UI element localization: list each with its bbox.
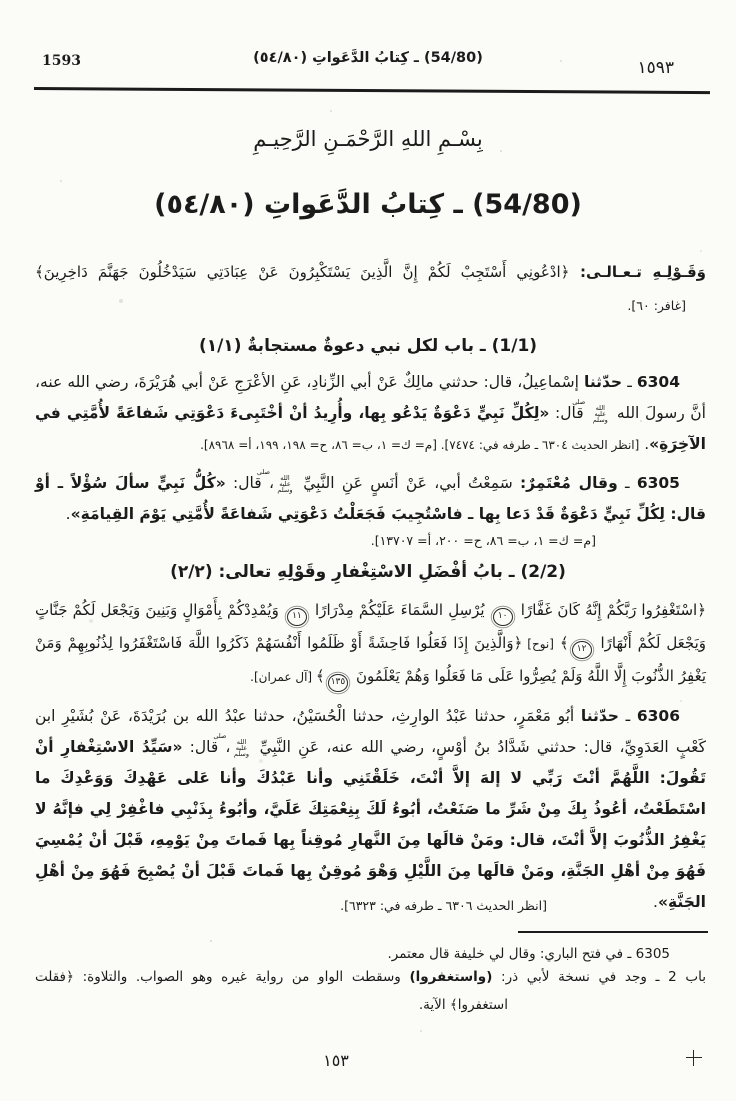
footnote-bab2-continuation: استغفروا﴾ الآية.	[418, 997, 508, 1013]
verse-citation-ghafir: [غافر: ٦٠].	[627, 298, 686, 313]
verse-number-medallion: ١٢	[572, 641, 592, 659]
quran-text-segment: يُرْسِلِ السَّمَاءَ عَلَيْكُمْ مِدْرَارًا	[309, 601, 490, 619]
hadith-6306-citation: [انظر الحديث ٦٣٠٦ ـ طرفه في: ٦٣٢٣].	[340, 898, 547, 913]
text-segment: .	[65, 505, 71, 523]
verse-number-medallion: ١٠	[493, 608, 513, 626]
text-segment: ـ	[622, 373, 637, 391]
footnote-bab2	[35, 964, 706, 990]
hadith-6304-paragraph	[35, 367, 706, 461]
text-segment: [نوح]	[522, 636, 554, 651]
book-title: (54/80) ـ كِتابُ الدَّعَواتِ (٥٤/٨٠)	[154, 189, 582, 220]
text-segment: [انظر الحديث ٦٣٠٤ ـ طرفه في: ٧٤٧٤]. [م= ك= ١، ب= ٨٦، ح= ١٩٨، ١٩٩، أ= ٨٩٦٨].	[200, 438, 640, 452]
text-segment: باب 2 ـ وجد في نسخة لأبي ذر:	[492, 969, 706, 985]
text-segment: حدّثنا	[580, 707, 619, 725]
text-segment: «لِكُلِّ نَبِيٍّ دَعْوَةٌ يَدْعُو بِها، وأُرِيدُ أنْ أخْتَبِىءَ دَعْوَتِي شَفاعَةً لأُمَّتِي في الآخِرَةِ»	[35, 404, 706, 453]
text-segment: وقال مُعْتَمِرٌ:	[519, 474, 618, 492]
text-segment: «كُلُّ نَبِيٍّ سألَ سُؤْلاً ـ أوْ قال: لِكُلِّ نَبِيٍّ دَعْوَةٌ قَدْ دَعا بِها ـ فاسْتُجِيبَ فَجَعَلْتُ دَعْوَتِي شَفاعَةً لأُمَّتِي يَوْمَ القِيامَةِ»	[35, 474, 706, 523]
text-segment: 6305	[636, 474, 680, 492]
text-segment: 6304	[636, 373, 680, 391]
verse-number-medallion: ١٣٥	[328, 674, 349, 692]
salla-allahu-alayhi-wasallam-ligature: صلى الله عليه وسلم	[256, 468, 293, 494]
quran-text-segment: ﴾	[315, 667, 325, 685]
scan-noise-speckles	[0, 0, 2, 2]
text-segment: قال:	[549, 404, 590, 422]
verse-number-medallion: ١١	[287, 608, 307, 626]
quran-text-segment: وَيُمْدِدْكُمْ بِأَمْوَالٍ وَبَنِينَ وَيَجْعَل لَكُمْ جَنَّاتٍ وَيَجْعَل لَكُمْ أَنْهَارًا	[35, 601, 707, 652]
quran-text-segment: ﴿اسْتَغْفِرُوا رَبَّكُمْ إِنَّهُ كَانَ غَفَّارًا	[515, 601, 706, 619]
quran-text-segment: ﴿وَالَّذِينَ إِذَا فَعَلُوا فَاحِشَةً أَوْ ظَلَمُوا أَنْفُسَهُمْ ذَكَرُوا اللَّهَ فَاسْتَغْفَرُوا لِذُنُوبِهِمْ وَمَنْ يَغْفِرُ الذُّنُوبَ إِلَّا اللَّهُ وَلَمْ يُصِرُّوا عَلَى مَا فَعَلُوا وَهُمْ يَعْلَمُونَ	[35, 633, 706, 685]
footnote-separator-rule	[518, 931, 708, 933]
chapter-heading-2: (2/2) ـ بابُ أفْضَلِ الاسْتِغْفارِ وقَوْلِهِ تعالى: (٢/٢)	[170, 562, 566, 582]
quran-text-segment: ﴿ادْعُونِي أَسْتَجِبْ لَكُمْ إِنَّ الَّذِينَ يَسْتَكْبِرُونَ عَنْ عِبَادَتِي سَيَدْخُلُونَ جَهَنَّمَ دَاخِرِينَ﴾	[35, 263, 570, 281]
salla-allahu-alayhi-wasallam-ligature: صلى الله عليه وسلم	[213, 732, 249, 758]
hadith-6306-paragraph	[35, 701, 706, 918]
text-segment: .	[653, 893, 658, 911]
header-rule	[34, 87, 710, 94]
header-page-number-arabic: ١٥٩٣	[637, 58, 674, 78]
text-segment: ، قال:	[182, 738, 231, 756]
opening-verse-paragraph	[35, 257, 706, 288]
basmala-calligraphy: بِسْـمِ اللهِ الرَّحْمَـنِ الرَّحِيـمِ	[253, 127, 483, 151]
hadith-6305-paragraph	[35, 468, 706, 530]
registration-cross-mark	[686, 1050, 702, 1066]
salla-allahu-alayhi-wasallam-ligature: صلى الله عليه وسلم	[572, 398, 608, 424]
text-segment: ـ	[618, 707, 637, 725]
text-segment: سَمِعْتُ أبي، عَنْ أنَسٍ عَنِ النَّبِيِّ	[295, 474, 520, 492]
text-segment: وسقطت الواو من رواية غيره وهو الصواب. والتلاوة: ﴿فقلت	[35, 969, 410, 985]
text-segment: وَقَـوْلِـهِ تـعـالـى:	[569, 263, 706, 281]
chapter-heading-1: (1/1) ـ باب لكل نبي دعوةٌ مستجابةٌ (١/١)	[198, 336, 538, 356]
text-segment: ـ	[617, 474, 637, 492]
header-page-number-latin: 1593	[42, 53, 81, 69]
text-segment: (واستغفروا)	[409, 969, 493, 985]
text-segment: 6306	[636, 707, 680, 725]
text-segment: «سَيِّدُ الاسْتِغْفارِ أنْ تَقُولَ: اللَّهُمَّ أنْتَ رَبِّي لا إلهَ إلاَّ أنْتَ، خَلَقْتَنِي وأنا عَبْدُكَ وأنا عَلى عَهْدِكَ وَوَعْدِكَ ما اسْتَطَعْتُ، أعُوذُ بِكَ مِنْ شَرِّ ما صَنَعْتُ، أبُوءُ لَكَ بِنِعْمَتِكَ عَلَيَّ، وأبُوءُ بِذَنْبِي فاغْفِرْ لِي فإنَّهُ لا يَغْفِرُ الذُّنُوبَ إلاَّ أنْتَ، قال: ومَنْ قالَها مِنَ النَّهارِ مُوقِناً بِها فَماتَ مِنْ يَوْمِهِ، قَبْلَ أنْ يُمْسِيَ فَهُوَ مِنْ أهْلِ الجَنَّةِ، ومَنْ قالَها مِنَ اللَّيْلِ وَهْوَ مُوقِنٌ بِها فَماتَ قَبْلَ أنْ يُصْبِحَ فَهُوَ مِنْ أهْلِ الجَنَّةِ»	[35, 738, 706, 911]
quran-text-segment: ﴾	[553, 633, 569, 652]
quran-quote-block	[35, 594, 706, 694]
text-segment: حدّثنا	[584, 373, 623, 391]
footnote-6305: 6305 ـ في فتح الباري: وقال لي خليفة قال معتمر.	[387, 946, 670, 962]
bottom-page-number: ١٥٣	[323, 1051, 349, 1070]
text-segment: أبُو مَعْمَرٍ، حدثنا عَبْدُ الوارِثِ، حدثنا الْحُسَيْنُ، حدثنا عبْدُ الله بن بُرَيْدَةَ، عَنْ بُشَيْرِ ابن كَعْبٍ العَدَوِيِّ، قال: حدثني شَدَّادُ بنُ أوْسٍ، رضي الله عنه، عَنِ النَّبِيِّ	[35, 707, 706, 756]
text-segment: إسْماعِيلُ، قال: حدثني مالِكٌ عَنْ أبي الزِّنادِ، عَنِ الأعْرَجِ عَنْ أبي هُرَيْرَةَ، رضي الله عنه، أنَّ رسولَ الله	[35, 373, 706, 422]
running-title: (54/80) ـ كِتابُ الدَّعَواتِ (٥٤/٨٠)	[253, 50, 483, 66]
text-segment: ، قال:	[225, 474, 274, 492]
text-segment: .	[639, 435, 650, 453]
text-segment: [آل عمران].	[250, 670, 316, 684]
hadith-6305-citation: [م= ك= ١، ب= ٨٦، ح= ٢٠٠، أ= ١٣٧٠٧].	[370, 533, 596, 548]
